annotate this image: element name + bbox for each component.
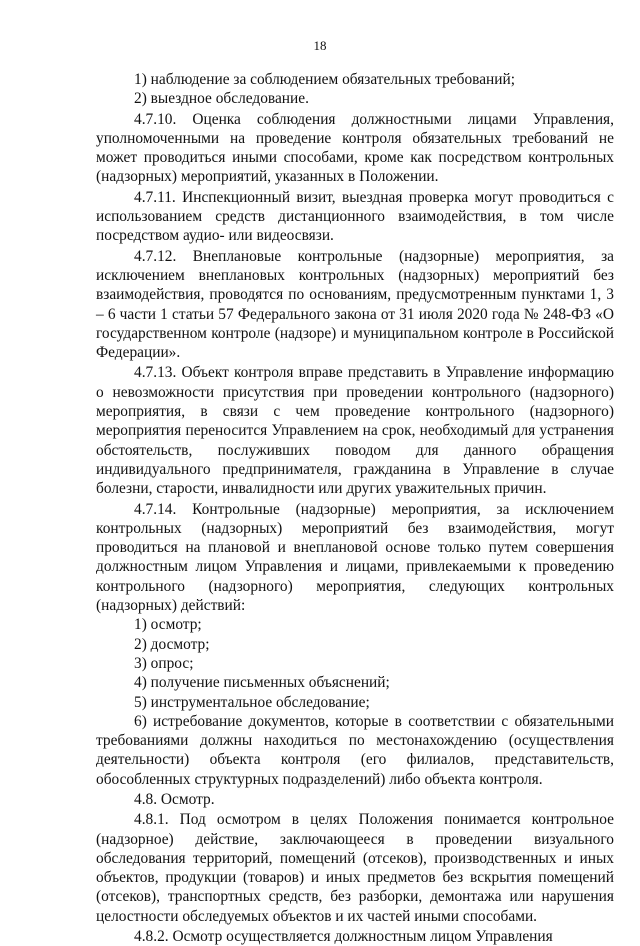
action-list-item-4: 4) получение письменных объяснений; xyxy=(134,674,390,692)
paragraph-list-item-2: 2) выездное обследование. xyxy=(134,90,309,108)
paragraph-list-item-1: 1) наблюдение за соблюдением обязательных требований; xyxy=(134,71,516,88)
action-list-item-1: 1) осмотр; xyxy=(134,616,202,634)
action-list-item-5: 5) инструментальное обследование; xyxy=(134,693,370,711)
paragraph-4-8-2: 4.8.2. Осмотр осуществляется должностным лицом Управления xyxy=(134,928,553,946)
paragraph-4-7-10: 4.7.10. Оценка соблюдения должностными лицами Управления, уполномоченными на проведение контроля обязательных требований не может проводиться иными способами, кроме как посредством контрольных (надзорных) мероприятий, указанных в Положении. xyxy=(96,110,614,186)
document-body xyxy=(96,70,614,946)
action-list-item-2: 2) досмотр; xyxy=(134,635,210,653)
paragraph-4-7-11: 4.7.11. Инспекционный визит, выездная проверка могут проводиться с использованием средств дистанционного взаимодействия, в том числе посредством аудио- или видеосвязи. xyxy=(96,188,614,245)
paragraph-4-7-12: 4.7.12. Внеплановые контрольные (надзорные) мероприятия, за исключением внеплановых контрольных (надзорных) мероприятий без взаимодействия, проводятся по основаниям, предусмотренным пунктами 1, 3 – 6 части 1 статьи 57 Федерального закона от 31 июля 2020 года № 248-ФЗ «О государственном контроле (надзоре) и муниципальном контроле в Российской Федерации». xyxy=(96,247,614,362)
section-heading-4-8: 4.8. Осмотр. xyxy=(134,790,215,808)
paragraph-4-8-1: 4.8.1. Под осмотром в целях Положения понимается контрольное (надзорное) действие, заключающееся в проведении визуального обследования территорий, помещений (отсеков), производственных и иных объектов, продукции (товаров) и иных предметов без вскрытия помещений (отсеков), транспортных средств, без разборки, демонтажа или нарушения целостности обследуемых объектов и их частей иными способами. xyxy=(96,811,614,925)
page-number: 18 xyxy=(313,38,327,53)
action-list-item-6: 6) истребование документов, которые в соответствии с обязательными требованиями должны находиться по местонахождению (осуществления деятельности) объекта контроля (его филиалов, представительств, обособленных структурных подразделений) либо объекта контроля. xyxy=(96,712,614,788)
paragraph-4-7-13: 4.7.13. Объект контроля вправе представить в Управление информацию о невозможности присутствия при проведении контрольного (надзорного) мероприятия, в связи с чем проведение контрольного (надзорного) мероприятия переносится Управлением на срок, необходимый для устранения обстоятельств, послуживших поводом для данного обращения индивидуального предпринимателя, гражданина в Управление в случае болезни, старости, инвалидности или других уважительных причин. xyxy=(96,364,614,498)
action-list-item-3: 3) опрос; xyxy=(134,654,194,672)
paragraph-4-7-14: 4.7.14. Контрольные (надзорные) мероприятия, за исключением контрольных (надзорных) мероприятий без взаимодействия, могут проводиться на плановой и внеплановой основе только путем совершения должностным лицом Управления и лицами, привлекаемыми к проведению контрольного (надзорного) мероприятия, следующих контрольных (надзорных) действий: xyxy=(96,500,614,615)
